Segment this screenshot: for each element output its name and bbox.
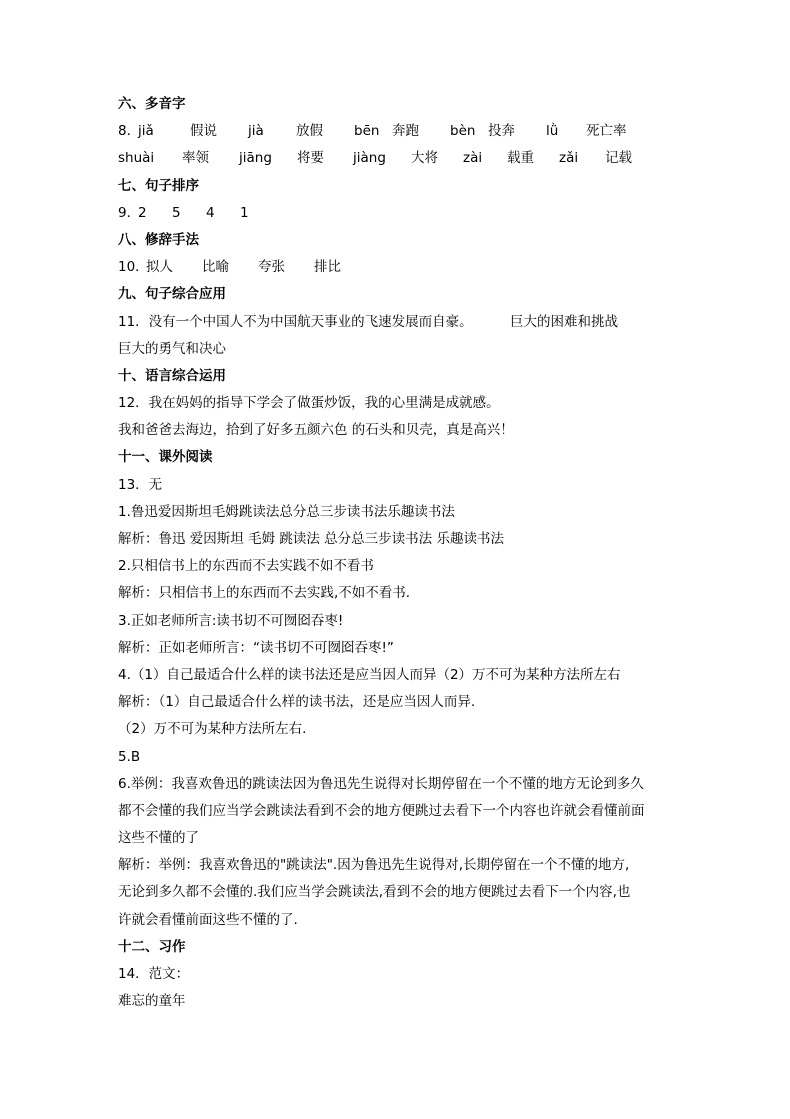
answer-content — [118, 91, 678, 1015]
q13-line: （2）万不可为某种方法所左右. — [118, 721, 307, 738]
pinyin: shuài — [118, 150, 155, 167]
answer-item: 5 — [172, 204, 181, 221]
essay-title: 难忘的童年 — [118, 993, 186, 1010]
q13-line: 3.正如老师所言:读书切不可囫囵吞枣! — [118, 612, 344, 629]
question-number: 9． — [118, 204, 141, 221]
word: 假说 — [190, 123, 217, 140]
answer-text: 11．没有一个中国人不为中国航天事业的飞速发展而自豪。 — [118, 313, 473, 330]
q13-line: 解析：正如老师所言：“读书切不可囫囵吞枣!” — [118, 639, 394, 656]
word: 死亡率 — [586, 123, 627, 140]
pinyin: bèn — [450, 123, 476, 140]
answer-item: 1 — [240, 204, 249, 221]
word: 记载 — [605, 150, 632, 167]
answer-item: 夸张 — [258, 259, 285, 276]
q13-line: 4.（1）自己最适合什么样的读书法还是应当因人而异（2）万不可为某种方法所左右 — [118, 666, 621, 683]
section-heading: 九、句子综合应用 — [118, 286, 226, 303]
pinyin: jiǎ — [138, 123, 154, 140]
q13-line: 5.B — [118, 748, 141, 765]
q13-line: 6.举例：我喜欢鲁迅的跳读法因为鲁迅先生说得对长期停留在一个不懂的地方无论到多久 — [118, 775, 644, 792]
q13-line: 许就会看懂前面这些不懂的了. — [118, 911, 298, 928]
answer-item: 比喻 — [202, 259, 229, 276]
q9-answer — [118, 200, 678, 227]
q13-line: 13．无 — [118, 476, 163, 493]
q11-line-2: 巨大的勇气和决心 — [118, 340, 226, 357]
q13-line: 1.鲁迅爱因斯坦毛姆跳读法总分总三步读书法乐趣读书法 — [118, 503, 455, 520]
q13-answers — [118, 472, 678, 934]
q13-line: 解析：举例：我喜欢鲁迅的"跳读法".因为鲁迅先生说得对,长期停留在一个不懂的地方, — [118, 857, 630, 874]
pinyin: zài — [463, 150, 483, 167]
word: 率领 — [182, 150, 209, 167]
pinyin: jiāng — [239, 150, 272, 167]
section-heading: 七、句子排序 — [118, 177, 199, 194]
question-number: 10． — [118, 259, 149, 276]
pinyin: jiàng — [353, 150, 386, 167]
pinyin: bēn — [354, 123, 380, 140]
q13-line: 都不会懂的我们应当学会跳读法看到不会的地方便跳过去看下一个内容也许就会看懂前面 — [118, 802, 645, 819]
pinyin: lǜ — [546, 123, 559, 140]
answer-item: 2 — [138, 204, 147, 221]
section-heading: 十一、课外阅读 — [118, 449, 213, 466]
section-heading: 十二、习作 — [118, 938, 186, 955]
q14-line-1: 14．范文： — [118, 966, 190, 982]
q13-line: 2.只相信书上的东西而不去实践不如不看书 — [118, 558, 374, 575]
q8-row-1 — [118, 118, 678, 145]
word: 将要 — [297, 150, 324, 167]
q11-line-1 — [118, 309, 678, 336]
pinyin: jià — [248, 123, 264, 140]
answer-item: 4 — [206, 204, 215, 221]
q10-answer — [118, 254, 678, 281]
word: 放假 — [296, 123, 323, 140]
section-heading: 十、语言综合运用 — [118, 367, 226, 384]
q8-row-2 — [118, 145, 678, 172]
q13-line: 解析：（1）自己最适合什么样的读书法，还是应当因人而异. — [118, 694, 476, 711]
pinyin: zǎi — [559, 150, 579, 167]
q13-line: 解析：鲁迅 爱因斯坦 毛姆 跳读法 总分总三步读书法 乐趣读书法 — [118, 531, 504, 547]
q13-line: 无论到多久都不会懂的.我们应当学会跳读法,看到不会的地方便跳过去看下一个内容,也 — [118, 884, 631, 901]
q12-line-1: 12．我在妈妈的指导下学会了做蛋炒饭，我的心里满是成就感。 — [118, 395, 500, 412]
word: 大将 — [411, 150, 438, 167]
word: 载重 — [507, 150, 534, 167]
q13-line: 这些不懂的了 — [118, 830, 199, 847]
answer-item: 排比 — [314, 259, 341, 276]
word: 投奔 — [488, 123, 515, 140]
answer-text: 巨大的困难和挑战 — [510, 313, 618, 330]
q13-line: 解析：只相信书上的东西而不去实践,不如不看书. — [118, 585, 411, 602]
word: 奔跑 — [392, 123, 419, 140]
section-heading: 八、修辞手法 — [118, 231, 199, 248]
question-number: 8． — [118, 123, 141, 140]
q12-line-2: 我和爸爸去海边，拾到了好多五颜六色 的石头和贝壳，真是高兴！ — [118, 422, 514, 439]
section-heading: 六、多音字 — [118, 96, 186, 112]
answer-item: 拟人 — [146, 259, 173, 276]
